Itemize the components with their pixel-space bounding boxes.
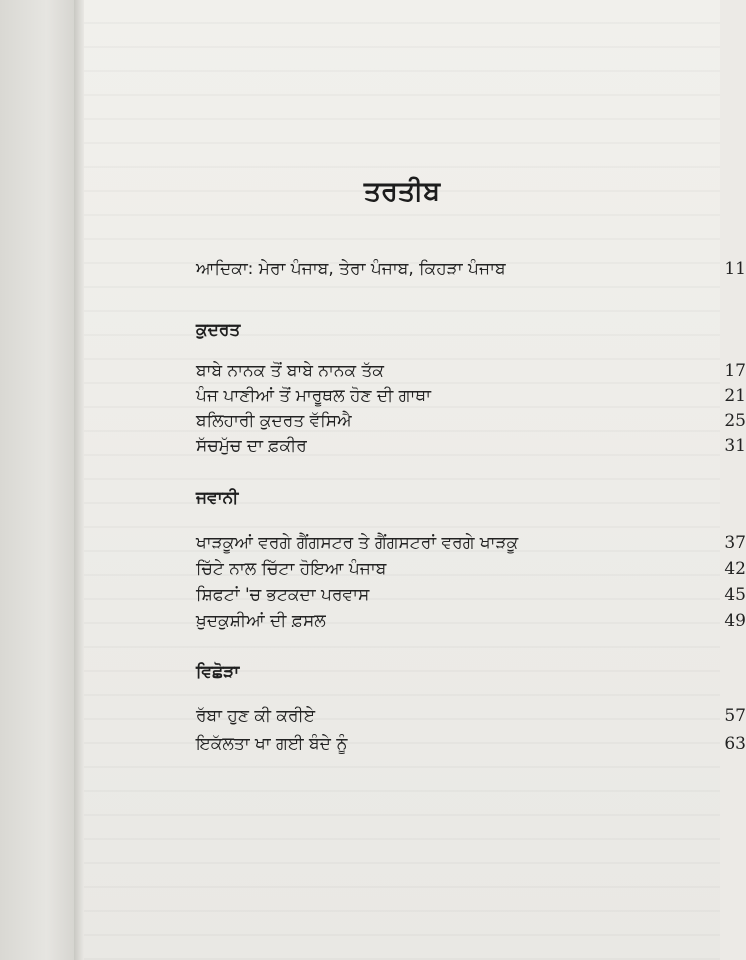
contents-page	[84, 0, 746, 960]
toc-entry-page: 25	[724, 411, 746, 431]
toc-entry-page: 42	[724, 559, 746, 579]
toc-entry-page: 21	[724, 386, 746, 406]
toc-entry-label: ਚਿੱਟੇ ਨਾਲ ਚਿੱਟਾ ਹੋਇਆ ਪੰਜਾਬ	[196, 559, 387, 579]
toc-entry-page: 49	[724, 611, 746, 631]
toc-entry-label: ਖਾੜਕੂਆਂ ਵਰਗੇ ਗੈਂਗਸਟਰ ਤੇ ਗੈਂਗਸਟਰਾਂ ਵਰਗੇ ਖਾੜਕੂ	[196, 533, 519, 553]
book-gutter	[74, 0, 84, 960]
show-through-texture	[84, 0, 720, 960]
toc-entry-page: 45	[724, 585, 746, 605]
toc-entry-label: ਸ਼ਿਫਟਾਂ 'ਚ ਭਟਕਦਾ ਪਰਵਾਸ	[196, 585, 370, 605]
toc-entry-label: ਇਕੱਲਤਾ ਖਾ ਗਈ ਬੰਦੇ ਨੂੰ	[196, 734, 348, 754]
toc-entry-page: 31	[724, 436, 746, 456]
page-title: ਤਰਤੀਬ	[363, 176, 441, 207]
toc-entry-page: 63	[724, 734, 746, 754]
toc-entry-label: ਆਦਿਕਾ: ਮੇਰਾ ਪੰਜਾਬ, ਤੇਰਾ ਪੰਜਾਬ, ਕਿਹੜਾ ਪੰਜਾਬ	[196, 259, 506, 279]
toc-entry-label: ਬਾਬੇ ਨਾਨਕ ਤੋਂ ਬਾਬੇ ਨਾਨਕ ਤੱਕ	[196, 361, 384, 381]
toc-entry-label: ਬਲਿਹਾਰੀ ਕੁਦਰਤ ਵੱਸਿਐ	[196, 411, 352, 431]
section-heading-vichhora: ਵਿਛੋੜਾ	[196, 662, 240, 682]
toc-entry-label: ਸੱਚਮੁੱਚ ਦਾ ਫ਼ਕੀਰ	[196, 436, 307, 456]
toc-entry-page: 11	[724, 259, 746, 279]
toc-entry-page: 57	[724, 706, 746, 726]
toc-entry-label: ਰੱਬਾ ਹੁਣ ਕੀ ਕਰੀਏ	[196, 706, 315, 726]
toc-entry-label: ਪੰਜ ਪਾਣੀਆਂ ਤੋਂ ਮਾਰੂਥਲ ਹੋਣ ਦੀ ਗਾਥਾ	[196, 386, 431, 406]
toc-entry-page: 17	[724, 361, 746, 381]
facing-page-edge	[0, 0, 78, 960]
section-heading-jawani: ਜਵਾਨੀ	[196, 488, 239, 508]
toc-entry-page: 37	[724, 533, 746, 553]
toc-entry-label: ਖ਼ੁਦਕੁਸ਼ੀਆਂ ਦੀ ਫ਼ਸਲ	[196, 611, 326, 631]
section-heading-kudrat: ਕੁਦਰਤ	[196, 320, 241, 340]
